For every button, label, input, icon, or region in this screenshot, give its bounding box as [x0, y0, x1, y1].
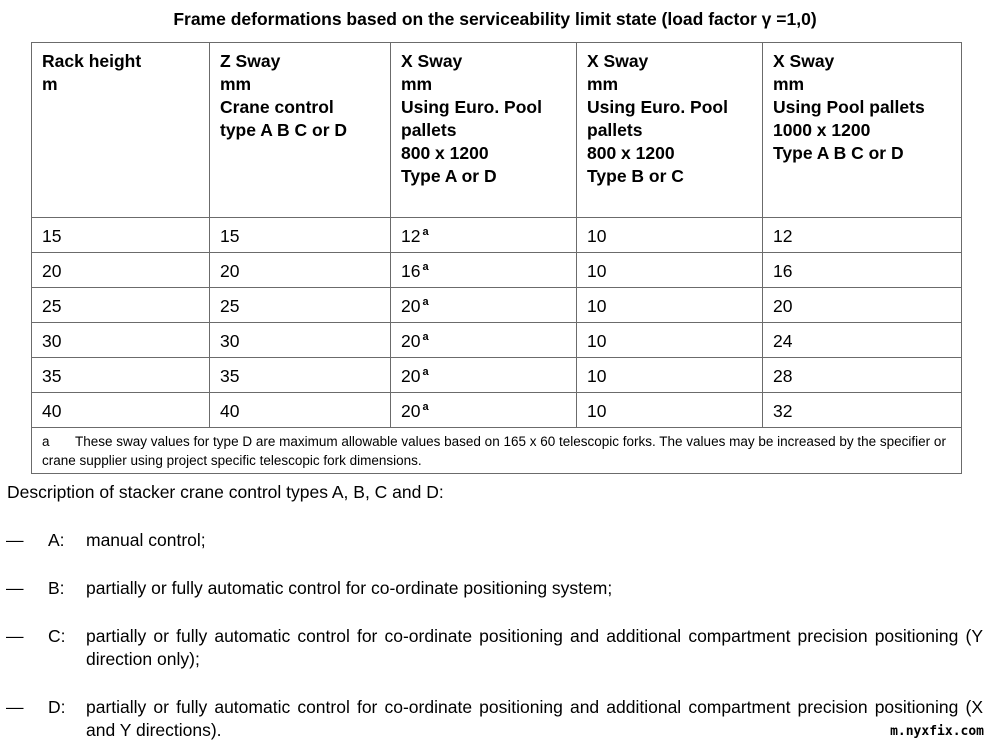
site-watermark: m.nyxfix.com	[890, 724, 984, 739]
dash-bullet: —	[6, 530, 24, 550]
control-type-letter: A:	[48, 530, 65, 550]
table-cell: 15	[32, 218, 210, 253]
table-footnote-row	[32, 428, 962, 474]
cell-value: 20	[401, 366, 421, 386]
header-x-sway-euro-a-d: X Sway mm Using Euro. Pool pallets 800 x 1200 Type A or D	[391, 43, 577, 218]
table-cell: 28	[763, 358, 962, 393]
control-type-text: partially or fully automatic control for co-ordinate positioning and additional compartment precision positioning (Y direction only);	[86, 626, 983, 669]
control-type-letter: B:	[48, 578, 65, 598]
table-cell: 16	[763, 253, 962, 288]
control-type-text: partially or fully automatic control for co-ordinate positioning system;	[86, 578, 613, 598]
table-cell: 20	[763, 288, 962, 323]
header-x-sway-pool: X Sway mm Using Pool pallets 1000 x 1200 Type A B C or D	[763, 43, 962, 218]
footnote-text: These sway values for type D are maximum allowable values based on 165 x 60 telescopic forks. The values may be increased by the specifier or crane supplier using project specific telescopic fork dimensions.	[42, 434, 946, 468]
footnote-mark: a	[422, 331, 429, 343]
table-cell: 30	[32, 323, 210, 358]
table-cell: 10	[577, 218, 763, 253]
table-row	[32, 393, 962, 428]
table-cell: 25	[210, 288, 391, 323]
cell-value: 20	[401, 401, 421, 421]
table-cell: 15	[210, 218, 391, 253]
header-z-sway: Z Sway mm Crane control type A B C or D	[210, 43, 391, 218]
table-cell: 20	[210, 253, 391, 288]
table-cell: 10	[577, 358, 763, 393]
control-type-text: partially or fully automatic control for co-ordinate positioning and additional compartment precision positioning (X and Y directions).	[86, 697, 983, 740]
footnote-letter: a	[42, 434, 50, 449]
sway-table	[31, 42, 962, 474]
table-cell	[391, 218, 577, 253]
table-cell: 40	[32, 393, 210, 428]
table-row	[32, 323, 962, 358]
footnote-mark: a	[422, 226, 429, 238]
table-cell: 10	[577, 288, 763, 323]
table-footnote	[32, 428, 962, 474]
table-title: Frame deformations based on the serviceability limit state (load factor γ =1,0)	[173, 9, 817, 29]
dash-bullet: —	[6, 626, 24, 646]
table-cell: 35	[210, 358, 391, 393]
table-cell: 10	[577, 253, 763, 288]
table-cell	[391, 288, 577, 323]
footnote-mark: a	[422, 296, 429, 308]
table-cell: 24	[763, 323, 962, 358]
control-type-letter: D:	[48, 697, 66, 717]
table-cell: 40	[210, 393, 391, 428]
table-cell: 30	[210, 323, 391, 358]
cell-value: 12	[401, 226, 421, 246]
table-cell: 10	[577, 393, 763, 428]
table-cell: 35	[32, 358, 210, 393]
table-cell: 32	[763, 393, 962, 428]
table-cell	[391, 253, 577, 288]
cell-value: 16	[401, 261, 421, 281]
dash-bullet: —	[6, 697, 24, 717]
table-row	[32, 288, 962, 323]
header-rack-height: Rack height m	[32, 43, 210, 218]
control-type-text: manual control;	[86, 530, 206, 550]
table-cell: 25	[32, 288, 210, 323]
control-type-letter: C:	[48, 626, 66, 646]
dash-bullet: —	[6, 578, 24, 598]
table-cell	[391, 358, 577, 393]
table-row	[32, 358, 962, 393]
footnote-mark: a	[422, 366, 429, 378]
footnote-mark: a	[422, 261, 429, 273]
table-row	[32, 218, 962, 253]
table-cell	[391, 323, 577, 358]
table-cell: 10	[577, 323, 763, 358]
table-cell	[391, 393, 577, 428]
table-cell: 20	[32, 253, 210, 288]
cell-value: 20	[401, 296, 421, 316]
table-cell: 12	[763, 218, 962, 253]
description-heading: Description of stacker crane control types A, B, C and D:	[7, 482, 444, 502]
header-x-sway-euro-b-c: X Sway mm Using Euro. Pool pallets 800 x 1200 Type B or C	[577, 43, 763, 218]
cell-value: 20	[401, 331, 421, 351]
footnote-mark: a	[422, 401, 429, 413]
table-row	[32, 253, 962, 288]
table-header-row	[32, 43, 962, 218]
